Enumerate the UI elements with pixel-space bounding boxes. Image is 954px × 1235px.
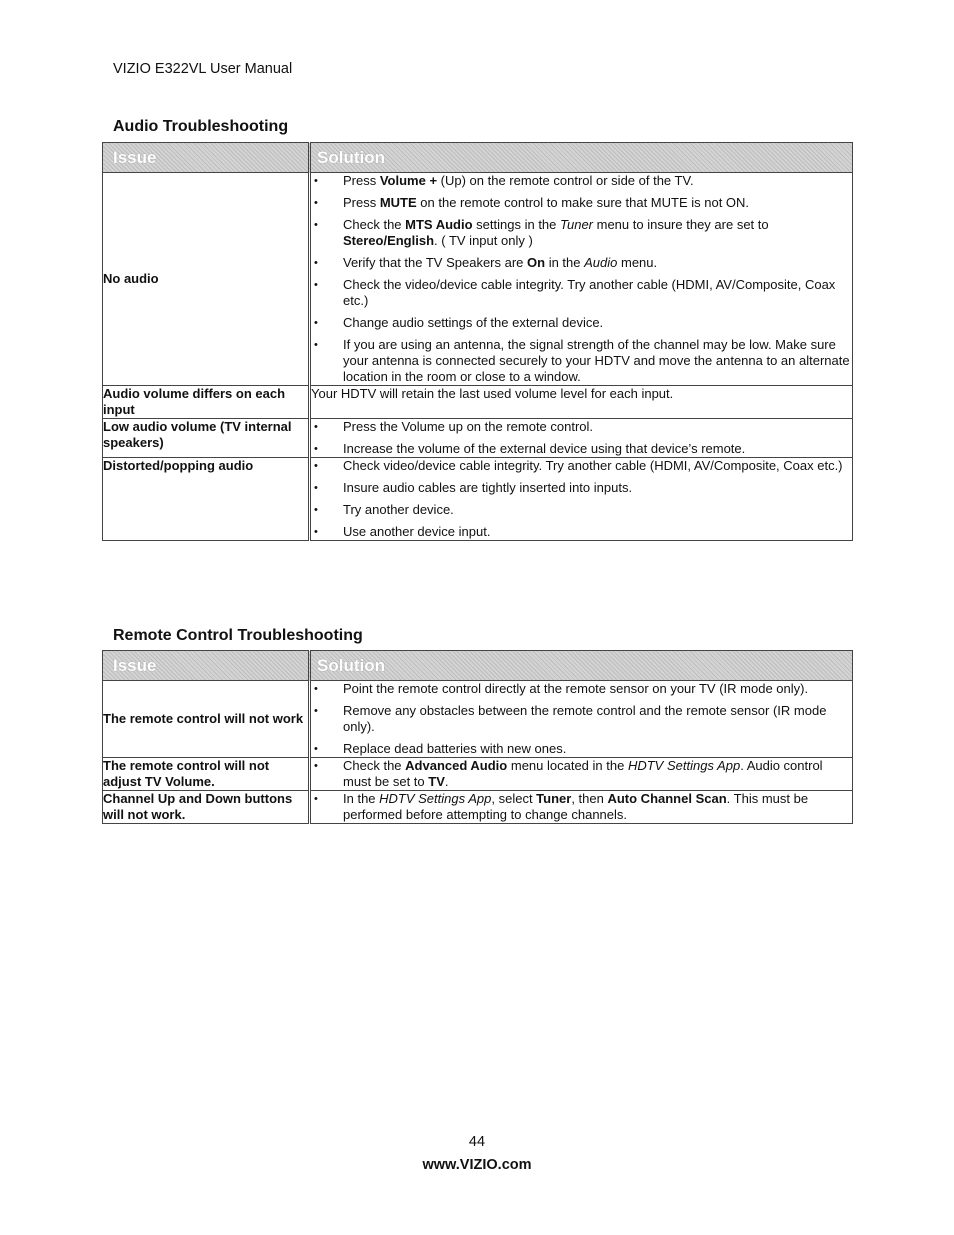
solution-list bbox=[311, 791, 852, 823]
bold-term: Stereo/English bbox=[343, 233, 435, 248]
table-row bbox=[103, 419, 853, 458]
text-run: Check video/device cable integrity. Try another cable (HDMI, AV/Composite, Coax etc.) bbox=[343, 458, 843, 473]
solution-cell bbox=[310, 386, 853, 419]
text-run: menu to insure they are set to bbox=[593, 217, 769, 232]
text-run: Change audio settings of the external device. bbox=[343, 315, 604, 330]
issue-cell: No audio bbox=[103, 173, 310, 386]
solution-cell bbox=[310, 419, 853, 458]
text-run: Check the bbox=[343, 217, 406, 232]
list-item bbox=[311, 217, 852, 249]
solution-list bbox=[311, 458, 852, 540]
audio-troubleshooting-title: Audio Troubleshooting bbox=[113, 118, 289, 135]
list-item bbox=[311, 758, 852, 790]
bold-term: On bbox=[527, 255, 546, 270]
text-run: In the bbox=[343, 791, 380, 806]
bold-term: Tuner bbox=[536, 791, 572, 806]
text-run: Increase the volume of the external device using that device’s remote. bbox=[343, 441, 746, 456]
solution-cell bbox=[310, 758, 853, 791]
issue-cell: Channel Up and Down buttons will not work. bbox=[103, 791, 310, 824]
list-item bbox=[311, 277, 852, 309]
text-run: , then bbox=[571, 791, 608, 806]
solution-column-header: Solution bbox=[310, 143, 853, 173]
solution-list bbox=[311, 419, 852, 457]
bold-term: MUTE bbox=[379, 195, 417, 210]
italic-term: HDTV Settings App bbox=[627, 758, 741, 773]
table-row bbox=[103, 458, 853, 541]
text-run: Remove any obstacles between the remote control and the remote sensor (IR mode only). bbox=[343, 703, 827, 734]
table-row bbox=[103, 681, 853, 758]
text-run: Try another device. bbox=[343, 502, 454, 517]
list-item bbox=[311, 502, 852, 518]
text-run: Point the remote control directly at the remote sensor on your TV (IR mode only). bbox=[343, 681, 809, 696]
solution-cell bbox=[310, 458, 853, 541]
bold-term: TV bbox=[428, 774, 445, 789]
issue-column-header: Issue bbox=[103, 143, 310, 173]
issue-cell: Audio volume differs on each input bbox=[103, 386, 310, 419]
list-item bbox=[311, 524, 852, 540]
text-run: menu. bbox=[617, 255, 658, 270]
website-footer: www.VIZIO.com bbox=[422, 1157, 532, 1173]
list-item bbox=[311, 458, 852, 474]
solution-cell bbox=[310, 681, 853, 758]
list-item bbox=[311, 337, 852, 385]
text-run: on the remote control to make sure that MUTE is not ON. bbox=[416, 195, 750, 210]
text-run: If you are using an antenna, the signal strength of the channel may be low. Make sure your antenna is connected securely to your HDTV and move the antenna to an alternate location in the room or close to a window. bbox=[343, 337, 850, 384]
issue-cell: The remote control will not work bbox=[103, 681, 310, 758]
remote-control-troubleshooting-title: Remote Control Troubleshooting bbox=[113, 627, 363, 644]
bold-term: Volume + bbox=[379, 173, 438, 188]
list-item bbox=[311, 703, 852, 735]
bold-term: Auto Channel Scan bbox=[607, 791, 727, 806]
table-header-row bbox=[103, 143, 853, 173]
bold-term: Advanced Audio bbox=[405, 758, 508, 773]
list-item bbox=[311, 419, 852, 435]
solution-list bbox=[311, 681, 852, 757]
text-run: . bbox=[444, 774, 449, 789]
audio-troubleshooting-table bbox=[102, 142, 853, 541]
list-item bbox=[311, 255, 852, 271]
text-run: settings in the bbox=[472, 217, 561, 232]
list-item bbox=[311, 741, 852, 757]
text-run: Verify that the TV Speakers are bbox=[343, 255, 528, 270]
issue-cell: Low audio volume (TV internal speakers) bbox=[103, 419, 310, 458]
text-run: Press the Volume up on the remote control. bbox=[343, 419, 594, 434]
solution-list bbox=[311, 758, 852, 790]
text-run: menu located in the bbox=[507, 758, 628, 773]
text-run: Press bbox=[343, 195, 380, 210]
text-run: . Audio control must be set to bbox=[343, 758, 823, 789]
text-run: Check the video/device cable integrity. Try another cable (HDMI, AV/Composite, Coax etc.) bbox=[343, 277, 836, 308]
remote-control-troubleshooting-table bbox=[102, 650, 853, 824]
text-run: Insure audio cables are tightly inserted into inputs. bbox=[343, 480, 633, 495]
list-item bbox=[311, 195, 852, 211]
table-header-row bbox=[103, 651, 853, 681]
document-header: VIZIO E322VL User Manual bbox=[113, 61, 293, 77]
list-item bbox=[311, 173, 852, 189]
list-item bbox=[311, 480, 852, 496]
solution-list bbox=[311, 173, 852, 385]
table-row bbox=[103, 758, 853, 791]
italic-term: Tuner bbox=[560, 217, 594, 232]
list-item bbox=[311, 315, 852, 331]
italic-term: Audio bbox=[584, 255, 618, 270]
text-run: Check the bbox=[343, 758, 406, 773]
solution-column-header: Solution bbox=[310, 651, 853, 681]
issue-cell: The remote control will not adjust TV Volume. bbox=[103, 758, 310, 791]
text-run: (Up) on the remote control or side of the TV. bbox=[437, 173, 694, 188]
list-item bbox=[311, 681, 852, 697]
solution-cell bbox=[310, 791, 853, 824]
text-run: Press bbox=[343, 173, 380, 188]
solution-text: Your HDTV will retain the last used volume level for each input. bbox=[311, 386, 674, 401]
issue-cell: Distorted/popping audio bbox=[103, 458, 310, 541]
text-run: Replace dead batteries with new ones. bbox=[343, 741, 567, 756]
list-item bbox=[311, 791, 852, 823]
text-run: . This must be performed before attempting to change channels. bbox=[343, 791, 809, 822]
issue-column-header: Issue bbox=[103, 651, 310, 681]
solution-cell bbox=[310, 173, 853, 386]
table-row bbox=[103, 791, 853, 824]
page-number: 44 bbox=[468, 1134, 486, 1150]
text-run: in the bbox=[545, 255, 585, 270]
italic-term: HDTV Settings App bbox=[379, 791, 492, 806]
text-run: Use another device input. bbox=[343, 524, 491, 539]
list-item bbox=[311, 441, 852, 457]
text-run: , select bbox=[491, 791, 537, 806]
table-row bbox=[103, 386, 853, 419]
table-row bbox=[103, 173, 853, 386]
text-run: . ( TV input only ) bbox=[434, 233, 533, 248]
bold-term: MTS Audio bbox=[405, 217, 473, 232]
